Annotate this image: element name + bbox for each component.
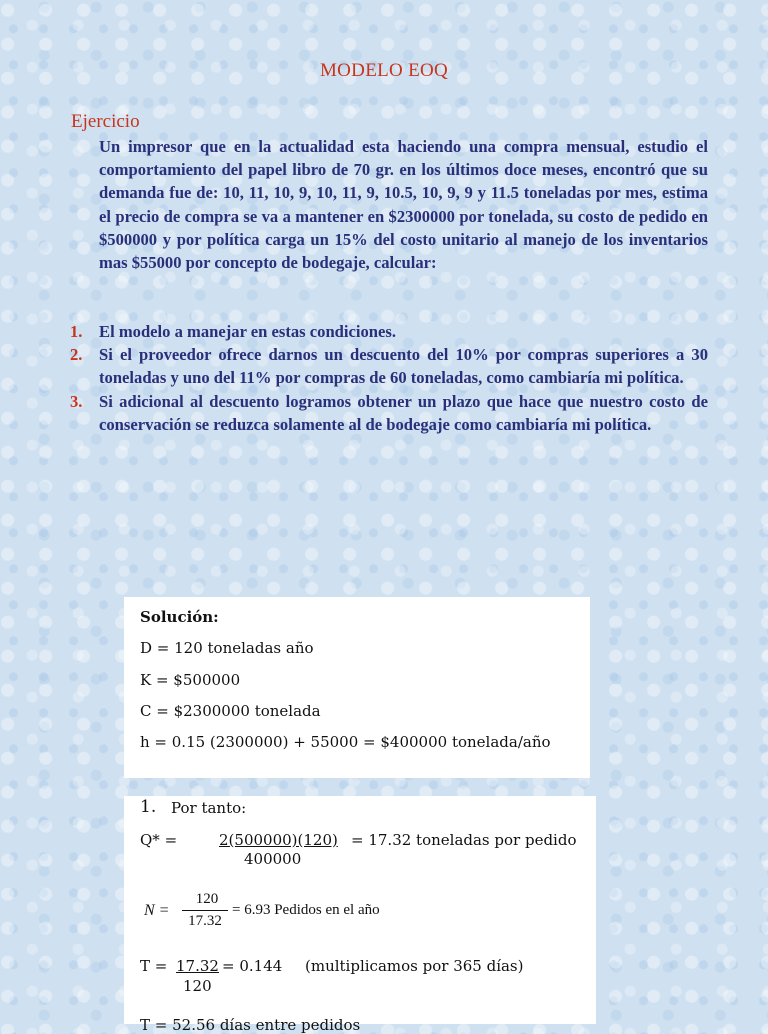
cycle-numerator: 17.32: [176, 957, 219, 975]
question-text: El modelo a manejar en estas condiciones.: [99, 322, 396, 341]
cycle-denominator: 120: [183, 977, 212, 995]
solution-line-order-cost: K = $500000: [140, 671, 241, 689]
question-number: 2.: [70, 345, 83, 365]
step-number: 1.: [140, 797, 157, 817]
question-item: [70, 390, 708, 436]
orders-result: = 6.93 Pedidos en el año: [232, 902, 380, 918]
eoq-label: Q* =: [140, 831, 178, 849]
solution-line-demand: D = 120 toneladas año: [140, 639, 314, 657]
question-number: 1.: [70, 322, 83, 341]
question-number: 3.: [70, 391, 83, 411]
solution-line-holding-cost: h = 0.15 (2300000) + 55000 = $400000 tonelada/año: [140, 733, 551, 751]
orders-label: N =: [144, 902, 170, 919]
orders-numerator: 120: [195, 891, 219, 907]
eoq-denominator: 400000: [244, 850, 302, 868]
question-list: [70, 320, 708, 436]
exercise-heading: Ejercicio: [71, 111, 140, 132]
orders-fraction-bar: [182, 910, 228, 911]
step-label: Por tanto:: [171, 799, 247, 817]
calculation-box: [124, 796, 596, 1034]
solution-heading: Solución:: [140, 608, 219, 626]
exercise-statement: Un impresor que en la actualidad esta haciendo una compra mensual, estudio el comportamiento del papel libro de 70 gr. en los últimos doce meses, encontró que su demanda fue de: 10, 11, 10, 9, 10, 11, 9, 10.5, 10, 9, 9 y 11.5 toneladas por mes, estima el precio de compra se va a mantener en $2300000 por tonelada, su costo de pedido en $500000 y por política carga un 15% del costo unitario al manejo de los inventarios mas $55000 por concepto de bodegaje, calcular:: [99, 137, 708, 273]
page-title: MODELO EOQ: [319, 60, 449, 81]
question-text: Si el proveedor ofrece darnos un descuento del 10% por compras superiores a 30 toneladas y uno del 11% por compras de 60 toneladas, como cambiaría mi política.: [99, 345, 708, 388]
eoq-numerator: 2(500000)(120): [219, 831, 338, 849]
solution-line-unit-cost: C = $2300000 tonelada: [140, 702, 321, 720]
question-item: [70, 320, 708, 343]
orders-denominator: 17.32: [188, 913, 222, 929]
cycle-result: = 0.144: [222, 957, 283, 975]
solution-box: [124, 597, 590, 778]
cycle-days-line: T = 52.56 días entre pedidos: [140, 1016, 361, 1034]
eoq-result: = 17.32 toneladas por pedido: [351, 831, 577, 849]
cycle-label: T =: [140, 957, 168, 975]
cycle-note: (multiplicamos por 365 días): [305, 957, 524, 975]
question-text: Si adicional al descuento logramos obtener un plazo que hace que nuestro costo de conservación se reduzca solamente al de bodegaje como cambiaría mi política.: [99, 391, 708, 434]
question-item: [70, 343, 708, 389]
